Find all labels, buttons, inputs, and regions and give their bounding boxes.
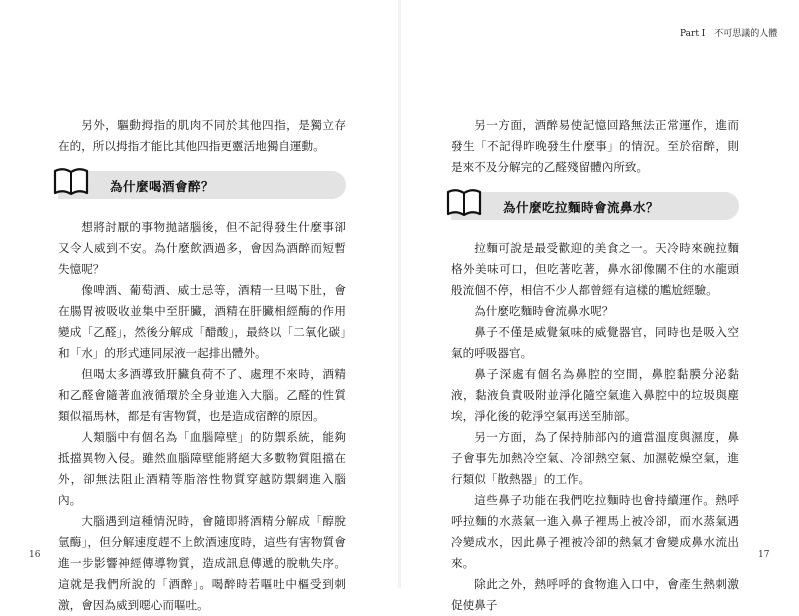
open-book-icon xyxy=(52,163,90,197)
right-lead-paragraph: 另一方面，酒醉易使記憶回路無法正常運作，進而發生「不記得昨晚發生什麼事」的情況。至於宿醉，則是來不及分解完的乙醛殘留體內所致。 xyxy=(451,118,739,174)
body-paragraph: 這些鼻子功能在我們吃拉麵時也會持續運作。熱呼呼拉麵的水蒸氣一進入鼻子裡馬上被冷卻，而水蒸氣遇冷變成水，因此鼻子裡被冷卻的熱氣才會變成鼻水流出來。 xyxy=(451,493,739,570)
section-heading-title: 為什麼喝酒會醉？ xyxy=(110,179,215,194)
body-paragraph: 像啤酒、葡萄酒、威士忌等，酒精一旦喝下肚，會在腸胃被吸收並集中至肝臟，酒精在肝臟相經酶的作用變成「乙醛」，然後分解成「醋酸」，最終以「二氧化碳」和「水」的形式連同尿液一起排出體外。 xyxy=(58,283,346,360)
body-paragraph: 鼻子深處有個名為鼻腔的空間，鼻腔黏膜分泌黏液，黏液負責吸附並淨化隨空氣進入鼻腔中的垃圾與塵埃，淨化後的乾淨空氣再送至肺部。 xyxy=(451,367,739,423)
section-heading-alcohol xyxy=(58,171,346,199)
header-title: 不可思議的人體 xyxy=(714,29,778,39)
open-book-icon xyxy=(445,184,483,218)
body-paragraph: 鼻子不僅是威覺氣味的威覺器官，同時也是吸入空氣的呼吸器官。 xyxy=(451,325,739,360)
body-paragraph: 但喝太多酒導致肝臟負荷不了、處理不來時，酒精和乙醛會隨著血液循環於全身並進入大腦。乙醛的性質類似福馬林，都是有害物質，也是造成宿醉的原因。 xyxy=(58,367,346,423)
body-paragraph: 另一方面，為了保持肺部內的適當溫度與濕度，鼻子會事先加熱冷空氣、冷卻熱空氣、加濕乾燥空氣，進行類似「散熱器」的工作。 xyxy=(451,430,739,486)
left-lead-paragraph: 另外，驅動拇指的肌肉不同於其他四指，是獨立存在的，所以拇指才能比其他四指更靈活地獨自運動。 xyxy=(58,118,346,153)
right-page-column xyxy=(451,115,739,616)
page-number-left: 16 xyxy=(29,550,41,560)
left-page-column xyxy=(58,115,346,616)
body-paragraph: 想將討厭的事物拋諸腦後，但不記得發生什麼事卻又令人威到不安。為什麼飲酒過多，會因為酒醉而短暫失憶呢？ xyxy=(58,220,346,276)
page-number-right: 17 xyxy=(758,550,770,560)
body-paragraph: 拉麵可說是最受歡迎的美食之一。天冷時來碗拉麵格外美味可口，但吃著吃著，鼻水卻像關不住的水龍頭般流個不停，相信不少人都曾經有這樣的尷尬經驗。 xyxy=(451,241,739,297)
section-heading-title: 為什麼吃拉麵時會流鼻水？ xyxy=(503,200,660,215)
section-heading-ramen xyxy=(451,192,739,220)
page-gutter xyxy=(398,0,401,588)
body-paragraph: 除此之外，熱呼呼的食物進入口中，會產生熱刺激促使鼻子 xyxy=(451,577,739,612)
body-paragraph: 大腦遇到這種情況時，會隨即將酒精分解成「醇脫氫酶」，但分解速度趕不上飲酒速度時，這些有害物質會進一步影響神經傳導物質，造成訊息傳遞的脫軌失序。這就是我們所說的「酒醉」。喝醉時若嘔吐中樞受到刺激，會因為威到噁心而嘔吐。 xyxy=(58,514,346,612)
header-part: Part I xyxy=(680,29,706,39)
body-paragraph: 人類腦中有個名為「血腦障壁」的防禦系統，能夠抵擋異物入侵。雖然血腦障壁能將絕大多數物質阻擋在外，卻無法阻止酒精等脂溶性物質穿越防禦網進入腦內。 xyxy=(58,430,346,507)
running-header xyxy=(680,26,777,39)
body-paragraph: 為什麼吃麵時會流鼻水呢？ xyxy=(474,304,614,318)
